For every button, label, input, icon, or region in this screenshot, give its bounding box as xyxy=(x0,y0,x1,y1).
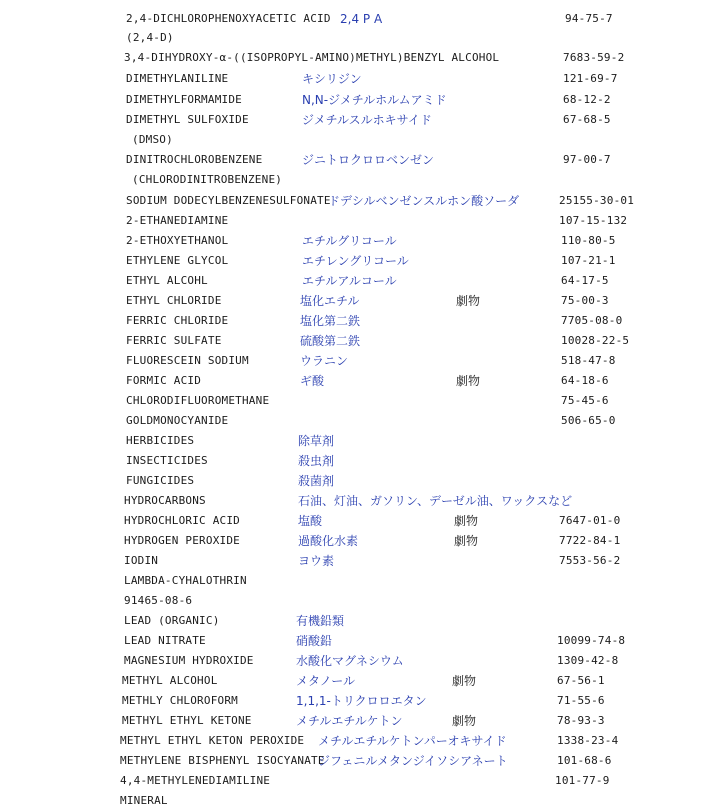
japanese-name: 塩化第二鉄 xyxy=(300,314,361,328)
cas-number: 107-21-1 xyxy=(561,254,616,267)
cas-number: 506-65-0 xyxy=(561,414,616,427)
chemical-name: METHYL ETHYL KETON PEROXIDE xyxy=(120,734,305,747)
japanese-name: メチルエチルケトン xyxy=(296,714,403,728)
cas-number: 97-00-7 xyxy=(563,153,611,166)
japanese-name: キシリジン xyxy=(302,72,362,86)
japanese-name: メタノール xyxy=(296,674,356,688)
chemical-name: ETHYLENE GLYCOL xyxy=(126,254,229,267)
japanese-name: 石油、灯油、ガソリン、デーゼル油、ワックスなど xyxy=(298,494,573,508)
japanese-name: ジニトロクロロベンゼン xyxy=(302,153,435,167)
cas-number: 121-69-7 xyxy=(563,72,618,85)
chemical-name: ETHYL ALCOHL xyxy=(126,274,208,287)
cas-number: 7722-84-1 xyxy=(559,534,621,547)
chemical-name: FLUORESCEIN SODIUM xyxy=(126,354,249,367)
japanese-name: ウラニン xyxy=(300,354,349,368)
japanese-name: ジメチルスルホキサイド xyxy=(302,113,432,127)
chemical-name: DIMETHYLFORMAMIDE xyxy=(126,93,242,106)
japanese-name: エチルアルコール xyxy=(302,274,397,288)
chemical-name: MAGNESIUM HYDROXIDE xyxy=(124,654,254,667)
chemical-name: FORMIC ACID xyxy=(126,374,202,387)
chemical-name: 2-ETHANEDIAMINE xyxy=(126,214,229,227)
cas-number: 67-56-1 xyxy=(557,674,605,687)
chemical-name: 4,4-METHYLENEDIAMILINE xyxy=(120,774,271,787)
hazard-tag: 劇物 xyxy=(456,294,481,308)
cas-number: 25155-30-01 xyxy=(559,194,635,207)
chemical-name: LEAD NITRATE xyxy=(124,634,206,647)
cas-number: 10099-74-8 xyxy=(557,634,626,647)
hazard-tag: 劇物 xyxy=(452,714,477,728)
chemical-name: FERRIC CHLORIDE xyxy=(126,314,229,327)
chemical-name: (CHLORODINITROBENZENE) xyxy=(132,173,283,186)
chemical-name: HERBICIDES xyxy=(126,434,195,447)
chemical-name: IODIN xyxy=(124,554,159,567)
hazard-tag: 劇物 xyxy=(456,374,481,388)
japanese-name: 有機鉛類 xyxy=(296,614,345,628)
cas-number: 1309-42-8 xyxy=(557,654,619,667)
chemical-name: SODIUM DODECYLBENZENESULFONATE xyxy=(126,194,331,207)
cas-number: 1338-23-4 xyxy=(557,734,619,747)
japanese-name: エチレングリコール xyxy=(302,254,409,268)
chemical-name: MINERAL xyxy=(120,794,168,807)
chemical-name: INSECTICIDES xyxy=(126,454,208,467)
japanese-name: 硝酸鉛 xyxy=(296,634,333,648)
japanese-name: N,N-ジメチルホルムアミド xyxy=(302,93,447,107)
chemical-name: DIMETHYLANILINE xyxy=(126,72,229,85)
chemical-name: CHLORODIFLUOROMETHANE xyxy=(126,394,270,407)
hazard-tag: 劇物 xyxy=(454,534,479,548)
cas-number: 101-68-6 xyxy=(557,754,612,767)
chemical-name: METHYL ALCOHOL xyxy=(122,674,218,687)
chemical-name: METHYL ETHYL KETONE xyxy=(122,714,252,727)
cas-number: 75-00-3 xyxy=(561,294,609,307)
chemical-name: FUNGICIDES xyxy=(126,474,195,487)
chemical-name: METHLY CHLOROFORM xyxy=(122,694,238,707)
japanese-name: 除草剤 xyxy=(298,434,335,448)
chemical-name: ETHYL CHLORIDE xyxy=(126,294,222,307)
cas-number: 78-93-3 xyxy=(557,714,605,727)
cas-number: 94-75-7 xyxy=(565,12,613,25)
japanese-name: 硫酸第二鉄 xyxy=(300,334,361,348)
chemical-name: 3,4-DIHYDROXY-α-((ISOPROPYL-AMINO)METHYL)BENZYL ALCOHOL xyxy=(124,51,500,64)
cas-number: 75-45-6 xyxy=(561,394,609,407)
chemical-name: FERRIC SULFATE xyxy=(126,334,222,347)
chemical-name: DINITROCHLOROBENZENE xyxy=(126,153,263,166)
chemical-name: (DMSO) xyxy=(132,133,173,146)
cas-number: 68-12-2 xyxy=(563,93,611,106)
japanese-name: 2,4 P A xyxy=(340,12,383,26)
japanese-name: 過酸化水素 xyxy=(298,534,359,548)
chemical-name: METHYLENE BISPHENYL ISOCYANATE xyxy=(120,754,325,767)
japanese-name: ヨウ素 xyxy=(298,554,335,568)
chemical-name: DIMETHYL SULFOXIDE xyxy=(126,113,249,126)
japanese-name: 塩酸 xyxy=(298,514,323,528)
cas-number: 71-55-6 xyxy=(557,694,605,707)
chemical-name: LEAD (ORGANIC) xyxy=(124,614,220,627)
japanese-name: 塩化エチル xyxy=(300,294,360,308)
japanese-name: メチルエチルケトンパーオキサイド xyxy=(318,734,507,748)
cas-number: 10028-22-5 xyxy=(561,334,630,347)
cas-number: 64-18-6 xyxy=(561,374,609,387)
japanese-name: 殺菌剤 xyxy=(298,474,335,488)
cas-number: 101-77-9 xyxy=(555,774,610,787)
cas-number: 110-80-5 xyxy=(561,234,616,247)
chemical-name: HYDROGEN PEROXIDE xyxy=(124,534,240,547)
chemical-name: (2,4-D) xyxy=(126,31,174,44)
cas-number: 7705-08-0 xyxy=(561,314,623,327)
chemical-name: 91465-08-6 xyxy=(124,594,193,607)
japanese-name: ドデシルベンゼンスルホン酸ソーダ xyxy=(328,194,520,208)
cas-number: 64-17-5 xyxy=(561,274,609,287)
chemical-name: 2-ETHOXYETHANOL xyxy=(126,234,229,247)
hazard-tag: 劇物 xyxy=(452,674,477,688)
chemical-name: LAMBDA-CYHALOTHRIN xyxy=(124,574,247,587)
japanese-name: ギ酸 xyxy=(300,374,325,388)
cas-number: 107-15-132 xyxy=(559,214,628,227)
hazard-tag: 劇物 xyxy=(454,514,479,528)
chemical-name: 2,4-DICHLOROPHENOXYACETIC ACID xyxy=(126,12,331,25)
chemical-name: HYDROCHLORIC ACID xyxy=(124,514,240,527)
cas-number: 7553-56-2 xyxy=(559,554,621,567)
cas-number: 7683-59-2 xyxy=(563,51,625,64)
japanese-name: 1,1,1-トリクロロエタン xyxy=(296,694,427,708)
japanese-name: 殺虫剤 xyxy=(298,454,335,468)
cas-number: 518-47-8 xyxy=(561,354,616,367)
cas-number: 67-68-5 xyxy=(563,113,611,126)
japanese-name: ジフェニルメタンジイソシアネート xyxy=(318,754,508,768)
chemical-name: GOLDMONOCYANIDE xyxy=(126,414,229,427)
japanese-name: エチルグリコール xyxy=(302,234,397,248)
japanese-name: 水酸化マグネシウム xyxy=(296,654,404,668)
chemical-name: HYDROCARBONS xyxy=(124,494,206,507)
cas-number: 7647-01-0 xyxy=(559,514,621,527)
